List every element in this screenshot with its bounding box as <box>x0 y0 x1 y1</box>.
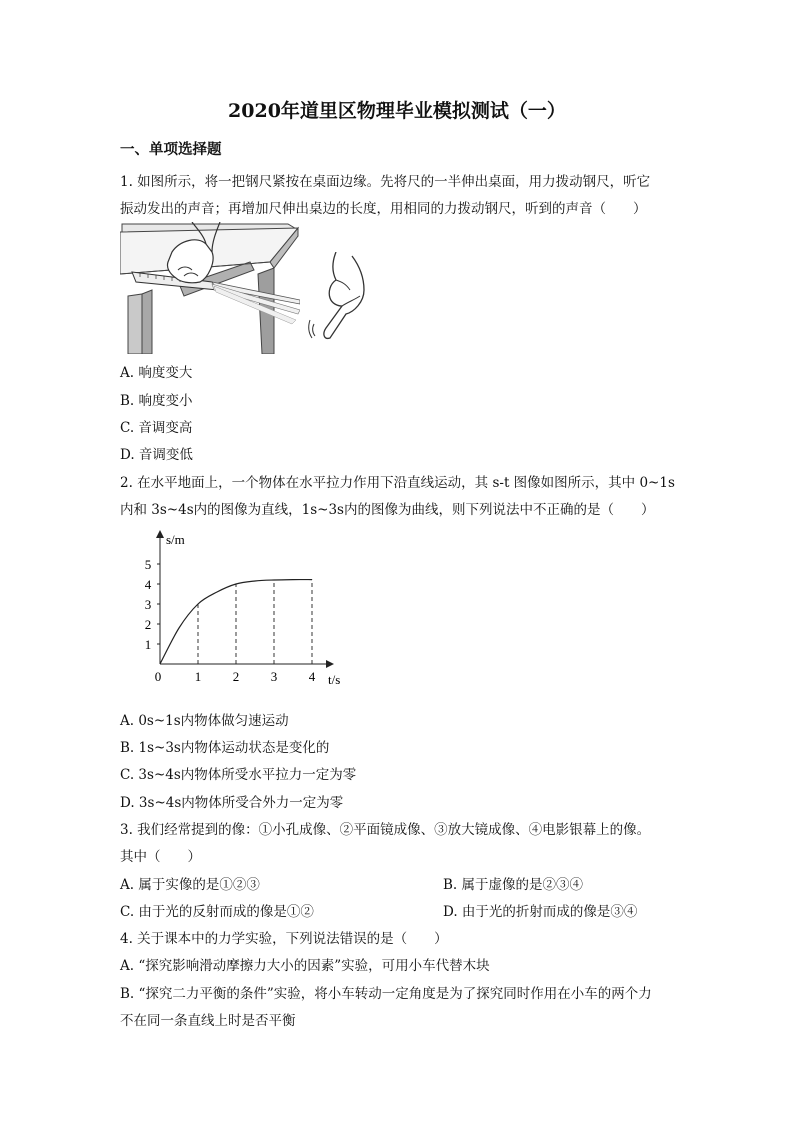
x-tick-label: 1 <box>194 669 202 684</box>
x-tick-label: 2 <box>232 669 240 684</box>
x-axis-label: t/s <box>328 672 341 687</box>
ruler-on-table-figure <box>120 222 300 354</box>
section-heading: 一、单项选择题 <box>120 141 222 158</box>
q1-option-a: A. 响度变大 <box>120 365 193 381</box>
q2-option-d: D. 3s~4s内物体所受合外力一定为零 <box>120 795 344 811</box>
s-t-graph <box>120 528 350 690</box>
q1-line2: 振动发出的声音；再增加尺伸出桌边的长度，用相同的力拨动钢尺，听到的声音（ ） <box>120 201 647 217</box>
q3-option-d: D. 由于光的折射而成的像是③④ <box>443 904 638 920</box>
y-tick-label: 5 <box>144 557 152 572</box>
y-tick-label: 2 <box>144 617 152 632</box>
y-axis-label: s/m <box>166 532 185 547</box>
q3-option-c: C. 由于光的反射而成的像是①② <box>120 904 314 920</box>
y-axis-arrow <box>156 530 164 538</box>
x-tick-label: 0 <box>154 669 162 684</box>
q4-option-b-line1: B. “探究二力平衡的条件”实验，将小车转动一定角度是为了探究同时作用在小车的两个力 <box>120 986 652 1002</box>
page-title: 2020年道里区物理毕业模拟测试（一） <box>228 100 566 122</box>
q1-option-b: B. 响度变小 <box>120 393 193 409</box>
q2-option-a: A. 0s~1s内物体做匀速运动 <box>120 713 289 729</box>
q2-option-b: B. 1s~3s内物体运动状态是变化的 <box>120 740 330 756</box>
x-axis-arrow <box>326 660 334 668</box>
q3-option-a: A. 属于实像的是①②③ <box>120 877 260 893</box>
q4-option-b-line2: 不在同一条直线上时是否平衡 <box>120 1013 296 1029</box>
q4-option-a: A. “探究影响滑动摩擦力大小的因素”实验，可用小车代替木块 <box>120 958 490 974</box>
q2-line2: 内和 3s~4s内的图像为直线，1s~3s内的图像为曲线，则下列说法中不正确的是（ ） <box>120 502 655 518</box>
x-tick-label: 3 <box>270 669 278 684</box>
q3-line2: 其中（ ） <box>120 849 201 865</box>
q3-option-b: B. 属于虚像的是②③④ <box>443 877 584 893</box>
plucking-hand-figure <box>306 252 368 344</box>
x-tick-label: 4 <box>308 669 316 684</box>
q2-line1: 2. 在水平地面上，一个物体在水平拉力作用下沿直线运动，其 s-t 图像如图所示，其中 0~1s <box>120 475 675 491</box>
q4-line1: 4. 关于课本中的力学实验，下列说法错误的是（ ） <box>120 931 448 947</box>
q1-option-d: D. 音调变低 <box>120 447 193 463</box>
y-tick-label: 1 <box>144 637 152 652</box>
q2-option-c: C. 3s~4s内物体所受水平拉力一定为零 <box>120 767 357 783</box>
y-tick-label: 3 <box>144 597 152 612</box>
q1-option-c: C. 音调变高 <box>120 420 193 436</box>
y-tick-label: 4 <box>144 577 152 592</box>
q1-line1: 1. 如图所示，将一把钢尺紧按在桌面边缘。先将尺的一半伸出桌面，用力拨动钢尺，听它 <box>120 174 651 190</box>
q3-line1: 3. 我们经常提到的像：①小孔成像、②平面镜成像、③放大镜成像、④电影银幕上的像。 <box>120 822 651 838</box>
